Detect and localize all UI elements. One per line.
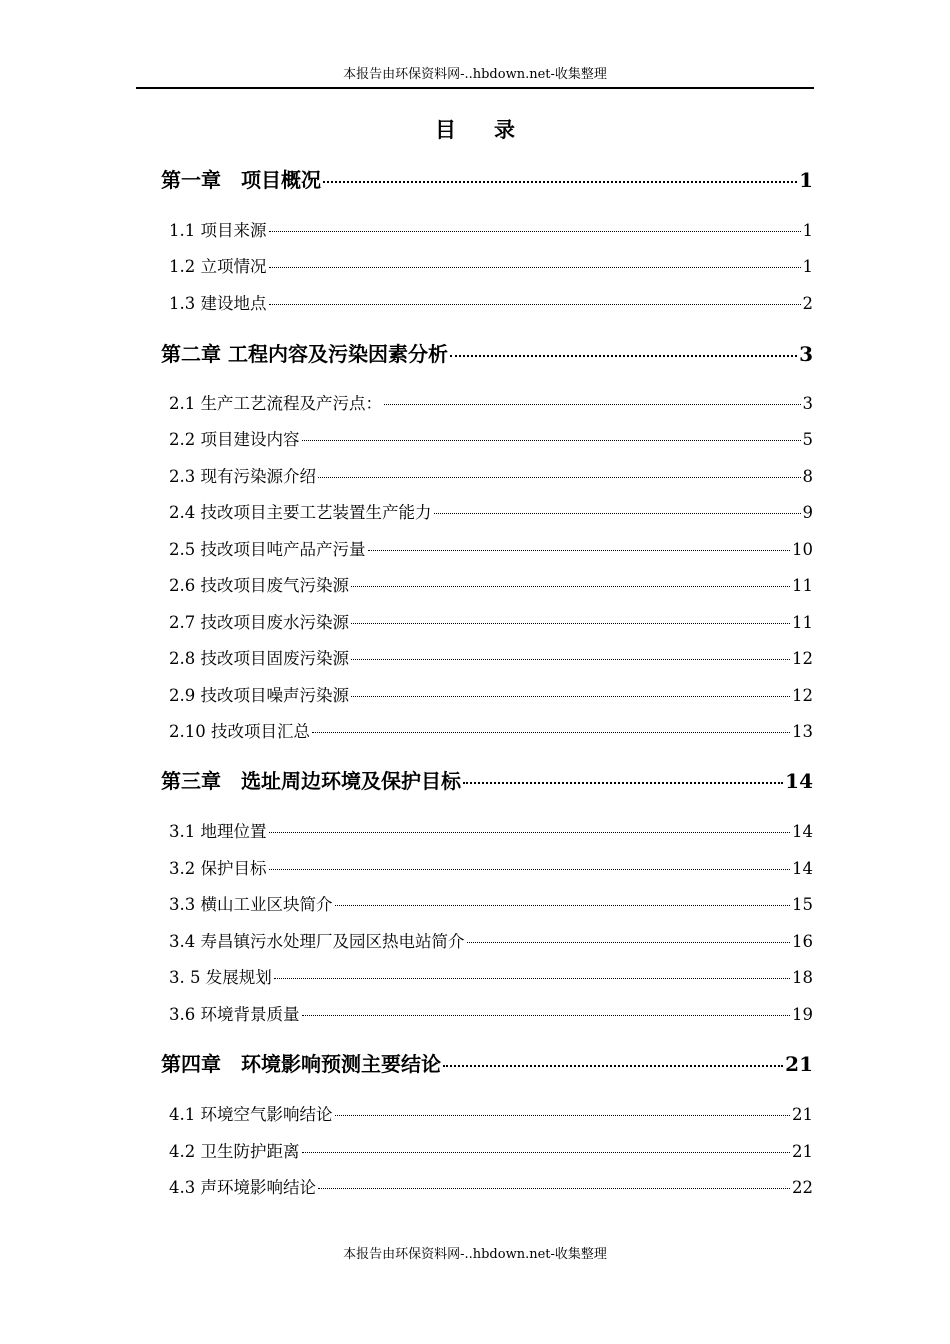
toc-section-entry[interactable]: [169, 647, 813, 671]
toc-entry-label: 2.7 技改项目废水污染源: [169, 613, 349, 632]
toc-entry-label: 2.3 现有污染源介绍: [169, 467, 316, 486]
toc-dot-leader: [323, 181, 797, 183]
toc-section-entry[interactable]: [169, 501, 813, 525]
toc-dot-leader: [269, 869, 791, 870]
toc-page-number: 18: [792, 968, 813, 987]
toc-page-number: 3: [802, 394, 813, 413]
toc-section-entry[interactable]: [169, 465, 813, 489]
toc-page-number: 10: [792, 540, 813, 559]
toc-section-entry[interactable]: [169, 720, 813, 744]
toc-entry-label: 4.1 环境空气影响结论: [169, 1105, 333, 1124]
toc-page-number: 9: [802, 503, 813, 522]
toc-dot-leader: [467, 942, 791, 943]
toc-page-number: 14: [792, 822, 813, 841]
toc-section-entry[interactable]: [169, 684, 813, 708]
toc-page-number: 12: [792, 649, 813, 668]
toc-entry-label: 2.8 技改项目固废污染源: [169, 649, 349, 668]
toc-chapter-entry[interactable]: [161, 166, 813, 194]
toc-dot-leader: [384, 404, 801, 405]
toc-page-number: 3: [799, 342, 813, 366]
toc-chapter-entry[interactable]: [161, 767, 813, 795]
toc-entry-label: 2.5 技改项目吨产品产污量: [169, 540, 366, 559]
toc-entry-label: 2.9 技改项目噪声污染源: [169, 686, 349, 705]
toc-dot-leader: [351, 623, 790, 624]
toc-dot-leader: [269, 304, 801, 305]
toc-dot-leader: [351, 586, 790, 587]
toc-entry-label: 2.6 技改项目废气污染源: [169, 576, 349, 595]
toc-entry-label: 3.2 保护目标: [169, 859, 267, 878]
toc-page-number: 21: [792, 1142, 813, 1161]
toc-entry-label: 第二章 工程内容及污染因素分析: [161, 342, 448, 366]
toc-dot-leader: [450, 355, 797, 357]
page-footer: 本报告由环保资料网-..hbdown.net-收集整理: [343, 1247, 607, 1262]
toc-page-number: 2: [802, 294, 813, 313]
toc-section-entry[interactable]: [169, 930, 813, 954]
toc-entry-label: 第一章 项目概况: [161, 168, 321, 192]
page-header: 本报告由环保资料网-..hbdown.net-收集整理: [343, 67, 607, 82]
toc-page-number: 15: [792, 895, 813, 914]
toc-chapter-entry[interactable]: [161, 340, 813, 368]
toc-dot-leader: [302, 1152, 791, 1153]
toc-dot-leader: [302, 440, 801, 441]
toc-entry-label: 2.10 技改项目汇总: [169, 722, 310, 741]
toc-page-number: 12: [792, 686, 813, 705]
toc-page-number: 1: [802, 221, 813, 240]
toc-dot-leader: [368, 550, 791, 551]
toc-section-entry[interactable]: [169, 1140, 813, 1164]
toc-dot-leader: [434, 513, 801, 514]
toc-section-entry[interactable]: [169, 292, 813, 316]
toc-entry-label: 3. 5 发展规划: [169, 968, 272, 987]
toc-page-number: 22: [792, 1178, 813, 1197]
toc-entry-label: 3.3 横山工业区块简介: [169, 895, 333, 914]
toc-section-entry[interactable]: [169, 255, 813, 279]
toc-dot-leader: [318, 477, 801, 478]
toc-entry-label: 1.2 立项情况: [169, 257, 267, 276]
toc-dot-leader: [351, 696, 790, 697]
toc-page-number: 13: [792, 722, 813, 741]
toc-page-number: 14: [785, 769, 813, 793]
toc-section-entry[interactable]: [169, 1003, 813, 1027]
toc-section-entry[interactable]: [169, 574, 813, 598]
toc-entry-label: 1.3 建设地点: [169, 294, 267, 313]
toc-section-entry[interactable]: [169, 538, 813, 562]
toc-dot-leader: [318, 1188, 790, 1189]
toc-title: 目录: [435, 117, 553, 142]
toc-entry-label: 4.3 声环境影响结论: [169, 1178, 316, 1197]
toc-section-entry[interactable]: [169, 1176, 813, 1200]
toc-entry-label: 第四章 环境影响预测主要结论: [161, 1052, 441, 1076]
toc-entry-label: 1.1 项目来源: [169, 221, 267, 240]
toc-entry-label: 2.4 技改项目主要工艺装置生产能力: [169, 503, 432, 522]
toc-section-entry[interactable]: [169, 893, 813, 917]
toc-page-number: 1: [799, 168, 813, 192]
toc-entry-label: 2.2 项目建设内容: [169, 430, 300, 449]
toc-dot-leader: [335, 905, 791, 906]
toc-section-entry[interactable]: [169, 392, 813, 416]
toc-dot-leader: [269, 231, 801, 232]
toc-entry-label: 3.6 环境背景质量: [169, 1005, 300, 1024]
toc-page-number: 16: [792, 932, 813, 951]
toc-dot-leader: [351, 659, 790, 660]
toc-dot-leader: [269, 267, 801, 268]
toc-section-entry[interactable]: [169, 857, 813, 881]
toc-section-entry[interactable]: [169, 820, 813, 844]
toc-entry-label: 4.2 卫生防护距离: [169, 1142, 300, 1161]
toc-dot-leader: [312, 732, 790, 733]
toc-entry-label: 3.1 地理位置: [169, 822, 267, 841]
toc-page-number: 21: [792, 1105, 813, 1124]
toc-page-number: 19: [792, 1005, 813, 1024]
toc-section-entry[interactable]: [169, 219, 813, 243]
toc-dot-leader: [274, 978, 790, 979]
toc-page-number: 8: [802, 467, 813, 486]
toc-section-entry[interactable]: [169, 1103, 813, 1127]
toc-page-number: 1: [802, 257, 813, 276]
toc-dot-leader: [463, 782, 783, 784]
toc-page-number: 11: [792, 576, 813, 595]
toc-dot-leader: [269, 832, 791, 833]
toc-dot-leader: [335, 1115, 791, 1116]
toc-section-entry[interactable]: [169, 966, 813, 990]
toc-entry-label: 3.4 寿昌镇污水处理厂及园区热电站简介: [169, 932, 465, 951]
toc-section-entry[interactable]: [169, 611, 813, 635]
toc-page-number: 21: [785, 1052, 813, 1076]
toc-chapter-entry[interactable]: [161, 1050, 813, 1078]
toc-dot-leader: [443, 1065, 783, 1067]
toc-dot-leader: [302, 1015, 791, 1016]
toc-page-number: 14: [792, 859, 813, 878]
toc-entry-label: 第三章 选址周边环境及保护目标: [161, 769, 461, 793]
toc-section-entry[interactable]: [169, 428, 813, 452]
toc-page-number: 11: [792, 613, 813, 632]
toc-entry-label: 2.1 生产工艺流程及产污点：: [169, 394, 382, 413]
toc-page-number: 5: [802, 430, 813, 449]
